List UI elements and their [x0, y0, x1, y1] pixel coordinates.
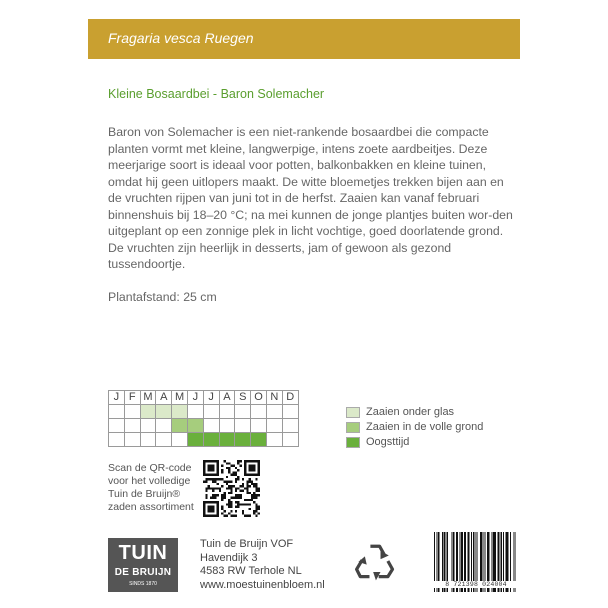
calendar-row-indoor	[109, 405, 299, 419]
month-label: J	[187, 391, 203, 405]
qr-caption-line: Scan de QR-code	[108, 462, 192, 474]
month-label: F	[124, 391, 140, 405]
brand-logo	[108, 538, 178, 592]
calendar-cell	[140, 433, 156, 447]
calendar-cell	[219, 419, 235, 433]
calendar-cell	[266, 433, 282, 447]
calendar-cell	[235, 405, 251, 419]
calendar-cell	[235, 433, 251, 447]
qr-code[interactable]	[203, 460, 260, 517]
calendar-cell	[124, 433, 140, 447]
month-label: J	[109, 391, 125, 405]
calendar-cell	[172, 419, 188, 433]
website-link[interactable]: www.moestuinenbloem.nl	[200, 578, 325, 591]
address-line: 4583 RW Terhole NL	[200, 565, 302, 577]
calendar-cell	[251, 405, 267, 419]
calendar-cell	[282, 419, 298, 433]
barcode-number: 8 721398 024004	[434, 581, 518, 588]
calendar-cell	[140, 419, 156, 433]
month-label: M	[140, 391, 156, 405]
calendar-cell	[219, 433, 235, 447]
calendar-cell	[140, 405, 156, 419]
address-line: Tuin de Bruijn VOF	[200, 538, 294, 550]
calendar-cell	[235, 419, 251, 433]
month-label: O	[251, 391, 267, 405]
legend-swatch	[346, 422, 360, 433]
month-label: A	[156, 391, 172, 405]
month-label: J	[203, 391, 219, 405]
qr-caption-line: zaden assortiment	[108, 501, 194, 513]
company-address	[200, 538, 325, 592]
legend-label: Oogsttijd	[366, 436, 410, 448]
address-line: Havendijk 3	[200, 551, 258, 564]
sowing-calendar	[108, 390, 299, 447]
calendar-cell	[251, 433, 267, 447]
month-label: M	[172, 391, 188, 405]
calendar-cell	[203, 433, 219, 447]
month-label: N	[266, 391, 282, 405]
calendar-legend	[346, 405, 483, 450]
calendar-cell	[172, 433, 188, 447]
recycle-icon	[352, 538, 398, 584]
month-label: A	[219, 391, 235, 405]
calendar-cell	[187, 405, 203, 419]
plant-spacing: Plantafstand: 25 cm	[108, 290, 217, 304]
calendar-row-harvest	[109, 433, 299, 447]
month-label: S	[235, 391, 251, 405]
product-subtitle: Kleine Bosaardbei - Baron Solemacher	[108, 87, 325, 101]
calendar-cell	[203, 405, 219, 419]
qr-caption-line: Tuin de Bruijn®	[108, 488, 181, 500]
calendar-cell	[203, 419, 219, 433]
month-label: D	[282, 391, 298, 405]
product-title: Fragaria vesca Ruegen	[108, 30, 254, 46]
logo-text-main: TUIN	[118, 542, 168, 564]
calendar-row-outdoor	[109, 419, 299, 433]
calendar-cell	[282, 433, 298, 447]
calendar-cell	[156, 419, 172, 433]
header-bar	[88, 19, 520, 59]
calendar-cell	[109, 419, 125, 433]
legend-label: Zaaien onder glas	[366, 406, 455, 418]
calendar-cell	[109, 405, 125, 419]
calendar-cell	[219, 405, 235, 419]
logo-text-sub: DE BRUIJN	[114, 567, 172, 578]
calendar-cell	[251, 419, 267, 433]
calendar-cell	[124, 419, 140, 433]
calendar-cell	[266, 405, 282, 419]
legend-label: Zaaien in de volle grond	[366, 421, 484, 433]
legend-item	[346, 420, 483, 434]
logo-text-since: SINDS 1870	[129, 581, 157, 587]
calendar-cell	[172, 405, 188, 419]
calendar-header-row	[109, 391, 299, 405]
calendar-cell	[156, 405, 172, 419]
legend-swatch	[346, 437, 360, 448]
qr-caption	[108, 462, 208, 514]
calendar-cell	[266, 419, 282, 433]
calendar-cell	[187, 419, 203, 433]
calendar-cell	[109, 433, 125, 447]
calendar-cell	[187, 433, 203, 447]
calendar-cell	[124, 405, 140, 419]
calendar-cell	[282, 405, 298, 419]
legend-swatch	[346, 407, 360, 418]
calendar-cell	[156, 433, 172, 447]
legend-item	[346, 405, 483, 419]
legend-item	[346, 435, 483, 449]
qr-caption-line: voor het volledige	[108, 475, 191, 487]
product-description: Baron von Solemacher is een niet-rankende bosaardbei die compacte planten vormt met kleine, langwerpige, intens zoete aardbeitjes. Deze meerjarige soort is ideaal voor potten, balkonbakken en kleine tuinen, omdat hij geen uitlopers maakt. De witte bloemetjes trekken bijen aan en de vruchten rijpen van juni tot in de herfst. Zaaien kan vanaf februari binnenshuis bij 18–20 °C; na mei kunnen de jonge plantjes buiten wor-den uitgeplant op een zonnige plek in licht vochtige, goed doorlatende grond. De vruchten zijn heerlijk in desserts, jam of gewoon als gezond tussendoortje.	[108, 125, 513, 271]
